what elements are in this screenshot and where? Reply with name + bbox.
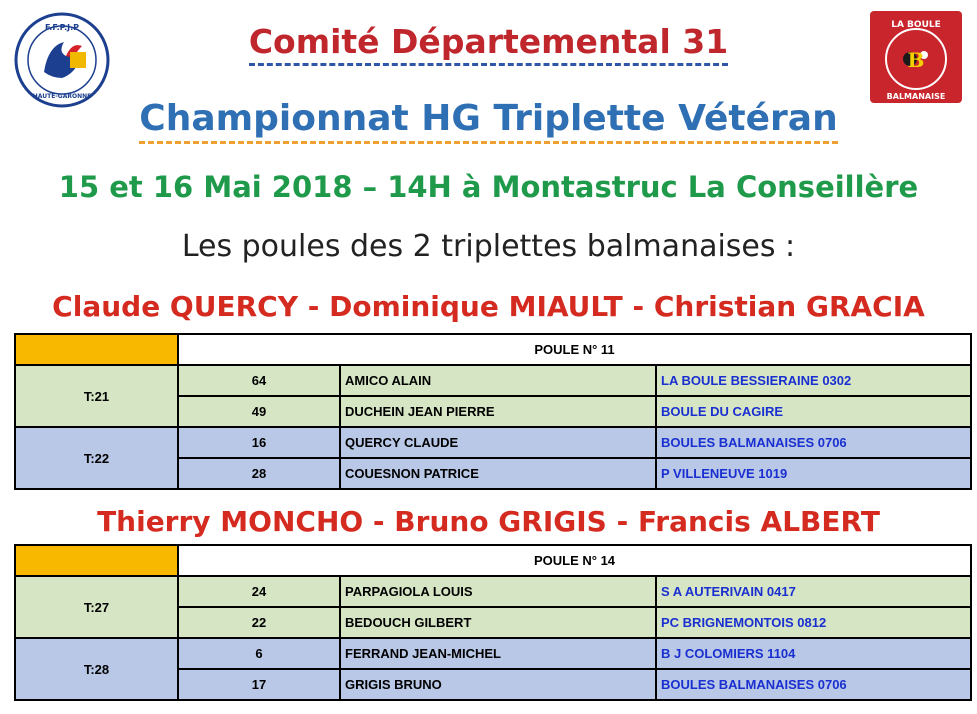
club-name: B J COLOMIERS 1104 bbox=[656, 638, 971, 669]
poule-title: POULE N° 11 bbox=[178, 334, 971, 365]
player-number: 16 bbox=[178, 427, 340, 458]
club-name: BOULES BALMANAISES 0706 bbox=[656, 669, 971, 700]
terrain-label: T:27 bbox=[15, 576, 178, 638]
player-name: AMICO ALAIN bbox=[340, 365, 656, 396]
committee-heading: Comité Départemental 31 bbox=[0, 22, 977, 66]
poule-title: POULE N° 14 bbox=[178, 545, 971, 576]
terrain-label: T:21 bbox=[15, 365, 178, 427]
club-name: LA BOULE BESSIERAINE 0302 bbox=[656, 365, 971, 396]
club-name: BOULES BALMANAISES 0706 bbox=[656, 427, 971, 458]
club-name: BOULE DU CAGIRE bbox=[656, 396, 971, 427]
player-number: 28 bbox=[178, 458, 340, 489]
player-name: PARPAGIOLA LOUIS bbox=[340, 576, 656, 607]
svg-text:BALMANAISE: BALMANAISE bbox=[886, 92, 946, 101]
team-title: Thierry MONCHO - Bruno GRIGIS - Francis ALBERT bbox=[97, 505, 880, 538]
player-number: 22 bbox=[178, 607, 340, 638]
player-name: COUESNON PATRICE bbox=[340, 458, 656, 489]
player-number: 49 bbox=[178, 396, 340, 427]
player-name: BEDOUCH GILBERT bbox=[340, 607, 656, 638]
player-number: 6 bbox=[178, 638, 340, 669]
player-name: DUCHEIN JEAN PIERRE bbox=[340, 396, 656, 427]
player-number: 24 bbox=[178, 576, 340, 607]
poule-table bbox=[14, 333, 972, 490]
poule-corner-cell bbox=[15, 334, 178, 365]
team-title: Claude QUERCY - Dominique MIAULT - Christian GRACIA bbox=[52, 290, 925, 323]
player-name: FERRAND JEAN-MICHEL bbox=[340, 638, 656, 669]
player-name: GRIGIS BRUNO bbox=[340, 669, 656, 700]
club-name: PC BRIGNEMONTOIS 0812 bbox=[656, 607, 971, 638]
terrain-label: T:28 bbox=[15, 638, 178, 700]
player-number: 17 bbox=[178, 669, 340, 700]
svg-text:F.F.P.J.P: F.F.P.J.P bbox=[45, 23, 79, 32]
club-name: S A AUTERIVAIN 0417 bbox=[656, 576, 971, 607]
svg-text:B: B bbox=[907, 48, 925, 72]
poule-table bbox=[14, 544, 972, 701]
table-row bbox=[15, 638, 971, 669]
terrain-label: T:22 bbox=[15, 427, 178, 489]
svg-text:HAUTE-GARONNE: HAUTE-GARONNE bbox=[32, 93, 92, 100]
date-place-heading: 15 et 16 Mai 2018 – 14H à Montastruc La Conseillère bbox=[58, 170, 919, 204]
svg-text:LA BOULE: LA BOULE bbox=[891, 20, 941, 30]
club-name: P VILLENEUVE 1019 bbox=[656, 458, 971, 489]
player-number: 64 bbox=[178, 365, 340, 396]
player-name: QUERCY CLAUDE bbox=[340, 427, 656, 458]
table-row bbox=[15, 576, 971, 607]
poule-corner-cell bbox=[15, 545, 178, 576]
table-row bbox=[15, 427, 971, 458]
championship-heading: Championnat HG Triplette Vétéran bbox=[0, 98, 977, 144]
intro-text: Les poules des 2 triplettes balmanaises : bbox=[181, 229, 796, 264]
table-row bbox=[15, 365, 971, 396]
